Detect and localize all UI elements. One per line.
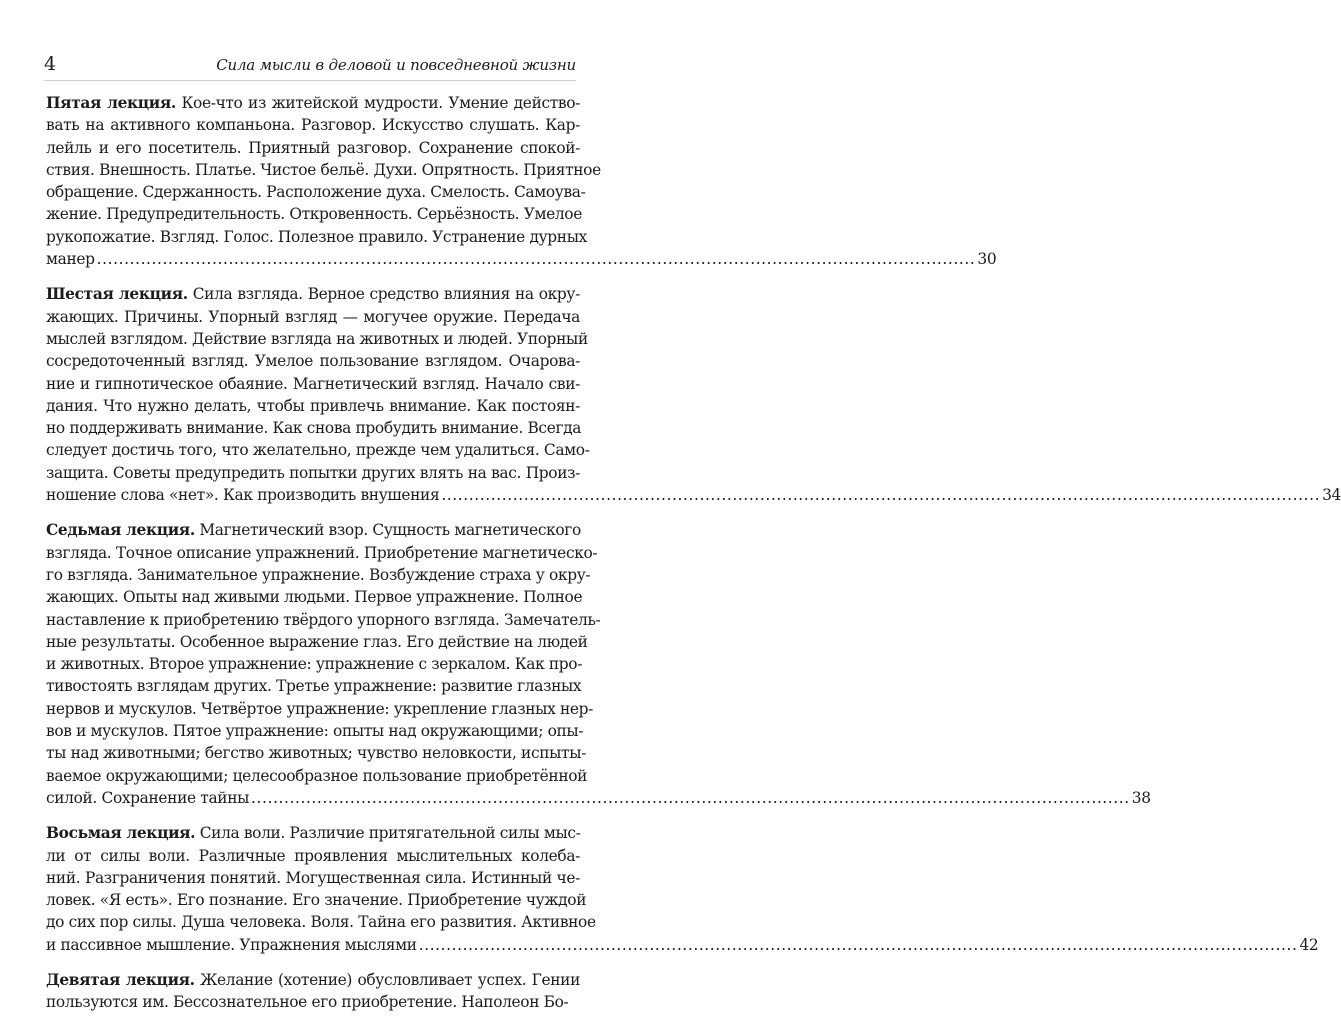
toc-entry-text: и животных. Второе упражнение: упражнение с зеркалом. Как про- bbox=[46, 655, 583, 674]
toc-entry-text: ловек. «Я есть». Его познание. Его значение. Приобретение чуждой bbox=[46, 891, 587, 910]
toc-entry-line bbox=[46, 911, 596, 933]
toc-entry-line bbox=[46, 137, 580, 159]
toc-entry-line bbox=[46, 822, 580, 844]
toc-entry-text: ние и гипнотическое обаяние. Магнетический взгляд. Начало сви- bbox=[46, 374, 580, 393]
toc-entry-title: Восьмая лекция. bbox=[46, 824, 196, 843]
toc-entry-text: лейль и его посетитель. Приятный разговор. Сохранение спокой- bbox=[46, 138, 580, 157]
toc-entry-line bbox=[46, 653, 583, 675]
toc-entry-text: ний. Разграничения понятий. Могущественная сила. Истинный че- bbox=[46, 868, 580, 887]
toc-entry-title: Пятая лекция. bbox=[46, 94, 176, 112]
toc-entry-title: Седьмая лекция. bbox=[46, 521, 195, 540]
toc-entry-line bbox=[46, 720, 584, 742]
toc-entry bbox=[46, 822, 1319, 956]
dot-leader: ................................................................................................................................................................ bbox=[251, 788, 1130, 807]
toc-entry bbox=[46, 969, 580, 1014]
toc-entry-last-line bbox=[46, 934, 1319, 956]
toc-entry-text: до сих пор силы. Душа человека. Воля. Тайна его развития. Активное bbox=[46, 913, 596, 932]
toc-entry-line bbox=[46, 462, 580, 484]
toc-entry-last-line bbox=[46, 787, 1151, 809]
toc-entry-line bbox=[46, 698, 593, 720]
toc-entry-text: обращение. Сдержанность. Расположение духа. Смелость. Самоува- bbox=[46, 183, 586, 202]
toc-entry-text: дания. Что нужно делать, чтобы привлечь внимание. Как постоян- bbox=[46, 396, 580, 415]
toc-entry-line bbox=[46, 114, 580, 136]
toc-entry-text: ваемое окружающими; целесообразное пользование приобретённой bbox=[46, 766, 588, 785]
toc-entry-text: сосредоточенный взгляд. Умелое пользование взглядом. Очарова- bbox=[46, 352, 580, 371]
toc-entry-text: ты над животными; бегство животных; чувство неловкости, испыты- bbox=[46, 744, 586, 763]
toc-entry-line bbox=[46, 283, 580, 305]
table-of-contents bbox=[46, 92, 1341, 1027]
toc-entry-line bbox=[46, 564, 591, 586]
toc-entry-text: манер bbox=[46, 250, 95, 269]
toc-entry-text: Сила воли. Различие притягательной силы мыс- bbox=[195, 824, 581, 843]
toc-entry-text: вать на активного компаньона. Разговор. Искусство слушать. Кар- bbox=[46, 116, 580, 135]
toc-entry-line bbox=[46, 439, 590, 461]
toc-entry-line bbox=[46, 226, 587, 248]
toc-entry-text: вов и мускулов. Пятое упражнение: опыты над окружающими; опы- bbox=[46, 722, 584, 741]
toc-entry-text: рукопожатие. Взгляд. Голос. Полезное правило. Устранение дурных bbox=[46, 227, 587, 246]
toc-entry-line bbox=[46, 867, 580, 889]
toc-entry-text: Кое-что из житейской мудрости. Умение действо- bbox=[175, 94, 580, 112]
toc-entry bbox=[46, 519, 1151, 809]
toc-entry-line bbox=[46, 350, 580, 372]
toc-entry-line bbox=[46, 328, 588, 350]
toc-entry-text: и пассивное мышление. Упражнения мыслями bbox=[46, 935, 417, 954]
toc-page-number: 38 bbox=[1131, 788, 1151, 807]
toc-entry-line bbox=[46, 519, 580, 541]
toc-entry-title: Шестая лекция. bbox=[46, 285, 188, 304]
toc-entry-text: жение. Предупредительность. Откровенность. Серьёзность. Умелое bbox=[46, 205, 582, 224]
toc-entry-line bbox=[46, 765, 588, 787]
dot-leader: ................................................................................................................................................................ bbox=[96, 250, 976, 269]
toc-entry-text: жающих. Причины. Упорный взгляд — могучее оружие. Передача bbox=[46, 307, 580, 326]
toc-entry-title: Девятая лекция. bbox=[46, 970, 195, 989]
toc-page-number: 34 bbox=[1322, 486, 1341, 505]
toc-entry-text: ли от силы воли. Различные проявления мыслительных колеба- bbox=[46, 846, 580, 865]
toc-entry-line bbox=[46, 991, 580, 1013]
toc-entry-line bbox=[46, 92, 580, 114]
toc-entry-text: но поддерживать внимание. Как снова пробудить внимание. Всегда bbox=[46, 419, 582, 438]
toc-entry-text: взгляда. Точное описание упражнений. Приобретение магнетическо- bbox=[46, 543, 598, 562]
toc-entry-line bbox=[46, 969, 580, 991]
toc-entry-line bbox=[46, 631, 588, 653]
toc-entry-line bbox=[46, 889, 587, 911]
toc-page-number: 30 bbox=[977, 250, 997, 269]
toc-entry-text: нервов и мускулов. Четвёртое упражнение: укрепление глазных нер- bbox=[46, 699, 593, 718]
toc-entry-text: защита. Советы предупредить попытки других влять на вас. Произ- bbox=[46, 463, 580, 482]
toc-entry bbox=[46, 283, 1341, 506]
toc-entry-last-line bbox=[46, 484, 1341, 506]
toc-entry-text: следует достичь того, что желательно, прежде чем удалиться. Само- bbox=[46, 441, 590, 460]
toc-entry-last-line bbox=[46, 248, 997, 270]
toc-entry-text: Сила взгляда. Верное средство влияния на окру- bbox=[187, 285, 580, 304]
toc-entry-line bbox=[46, 586, 583, 608]
toc-page-number: 42 bbox=[1299, 935, 1319, 954]
toc-entry-text: наставление к приобретению твёрдого упорного взгляда. Замечатель- bbox=[46, 610, 601, 629]
page-header bbox=[44, 52, 576, 81]
toc-entry-line bbox=[46, 306, 580, 328]
toc-entry-line bbox=[46, 159, 601, 181]
toc-entry-text: ношение слова «нет». Как производить внушения bbox=[46, 486, 440, 505]
toc-entry-text: Магнетический взор. Сущность магнетического bbox=[194, 521, 581, 540]
toc-entry-line bbox=[46, 417, 580, 439]
toc-entry-line bbox=[46, 373, 580, 395]
dot-leader: ................................................................................................................................................................ bbox=[441, 486, 1321, 505]
toc-entry-line bbox=[46, 542, 598, 564]
toc-entry-line bbox=[46, 203, 580, 225]
toc-entry-text: жающих. Опыты над живыми людьми. Первое упражнение. Полное bbox=[46, 588, 583, 607]
toc-entry-text: ные результаты. Особенное выражение глаз. Его действие на людей bbox=[46, 632, 588, 651]
toc-entry bbox=[46, 92, 997, 270]
toc-entry-text: мыслей взглядом. Действие взгляда на животных и людей. Упорный bbox=[46, 329, 588, 348]
page-number: 4 bbox=[44, 53, 57, 75]
toc-entry-text: ствия. Внешность. Платье. Чистое бельё. Духи. Опрятность. Приятное bbox=[46, 160, 601, 179]
toc-entry-text: силой. Сохранение тайны bbox=[46, 788, 250, 807]
toc-entry-text: Желание (хотение) обусловливает успех. Гении bbox=[194, 970, 580, 989]
toc-entry-line bbox=[46, 181, 586, 203]
toc-entry-line bbox=[46, 845, 580, 867]
toc-entry-text: тивостоять взглядам других. Третье упражнение: развитие глазных bbox=[46, 677, 582, 696]
toc-entry-line bbox=[46, 675, 580, 697]
toc-entry-text: пользуются им. Бессознательное его приобретение. Наполеон Бо- bbox=[46, 993, 569, 1012]
toc-entry-line bbox=[46, 395, 580, 417]
running-title: Сила мысли в деловой и повседневной жизни bbox=[216, 56, 576, 74]
toc-entry-text: го взгляда. Занимательное упражнение. Возбуждение страха у окру- bbox=[46, 565, 591, 584]
dot-leader: ................................................................................................................................................................ bbox=[418, 935, 1298, 954]
toc-entry-line bbox=[46, 742, 586, 764]
toc-entry-line bbox=[46, 609, 601, 631]
